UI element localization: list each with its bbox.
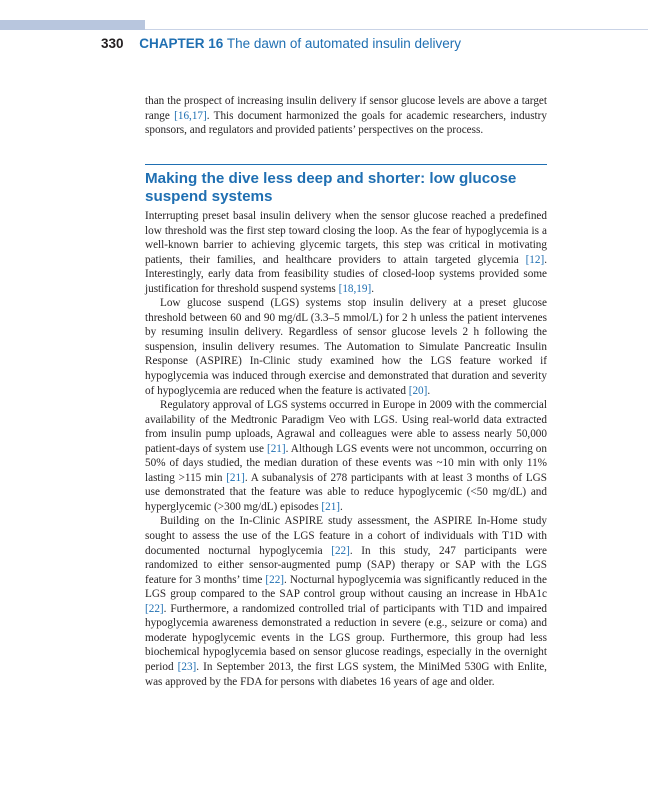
page-number: 330 <box>101 36 124 51</box>
citation-link[interactable]: [22] <box>265 573 285 586</box>
header-rule <box>145 29 648 30</box>
body-paragraph: Low glucose suspend (LGS) systems stop insulin delivery at a preset glucose threshold between 60 and 90 mg/dL (3.3–5 mmol/L) for 2 h unless the patient intervenes by resuming insulin delivery. Regardless of sensor glucose levels 2 h following the suspension, insulin delivery resumes. The Automation to Simulate Pancreatic Insulin Response (ASPIRE) In-Clinic study examined how the LGS feature worked if hypoglycemia was induced through exercise and demonstrated that duration and severity of hypoglycemia are reduced when the feature is activated [20]. <box>145 297 547 397</box>
intro-paragraph: than the prospect of increasing insulin delivery if sensor glucose levels are above a target range [16,17]. This document harmonized the goals for academic researchers, industry sponsors, and regulators and provided patients’ perspectives on the process. <box>145 95 547 137</box>
chapter-label: CHAPTER 16 <box>139 36 224 51</box>
citation-link[interactable]: [22] <box>145 602 164 615</box>
citation-link[interactable]: [20] <box>408 384 428 397</box>
body-paragraph: Regulatory approval of LGS systems occurred in Europe in 2009 with the commercial availability of the Medtronic Paradigm Veo with LGS. Using real-world data extracted from insulin pump uploads, Agrawal and colleagues were able to assess nearly 50,000 patient-days of system use [21]. Although LGS events were not uncommon, occurring on 50% of days studied, the median duration of these events was ~10 min with only 11% lasting >115 min [21]. A subanalysis of 278 participants with at least 3 months of LGS use demonstrated that the feature was able to reduce hypoglycemic (<50 mg/dL) and hyperglycemic (>300 mg/dL) episodes [21]. <box>145 399 547 513</box>
citation-link[interactable]: [16,17] <box>174 109 207 122</box>
body-paragraph: Building on the In-Clinic ASPIRE study assessment, the ASPIRE In-Home study sought to assess the use of the LGS feature in a cohort of individuals with T1D with documented nocturnal hypoglycemia [22]. In this study, 247 participants were randomized to either sensor-augmented pump (SAP) therapy or SAP with the LGS feature for 3 months’ time [22]. Nocturnal hypoglycemia was significantly reduced in the LGS group compared to the SAP control group without causing an increase in HbA1c [22]. Furthermore, a randomized controlled trial of participants with T1D and impaired hypoglycemia awareness demonstrated a reduction in severe (e.g., seizure or coma) and moderate hypoglycemic events in the LGS group. Furthermore, this group had less biochemical hypoglycemia based on sensor glucose readings, especially in the overnight period [23]. In September 2013, the first LGS system, the MiniMed 530G with Enlite, was approved by the FDA for persons with diabetes 16 years of age and older. <box>145 515 547 688</box>
citation-link[interactable]: [22] <box>331 544 350 557</box>
citation-link[interactable]: [21] <box>266 442 286 455</box>
running-head <box>101 36 461 54</box>
header-accent-bar <box>0 20 145 30</box>
citation-link[interactable]: [23] <box>177 660 197 673</box>
section-heading: Making the dive less deep and shorter: low glucose suspend systems <box>145 170 517 205</box>
section-body <box>145 209 547 689</box>
citation-link[interactable]: [21] <box>226 471 245 484</box>
chapter-title: The dawn of automated insulin delivery <box>226 36 461 51</box>
body-paragraph: Interrupting preset basal insulin delivery when the sensor glucose reached a predefined low threshold was the first step toward closing the loop. As the fear of hypoglycemia is a well-known barrier to achieving glycemic targets, this step was critical in motivating patients, their families, and healthcare providers to attain targeted glycemia [12]. Interestingly, early data from feasibility studies of closed-loop systems provided some justification for threshold suspend systems [18,19]. <box>145 210 547 295</box>
intro-block <box>145 94 547 138</box>
citation-link[interactable]: [12] <box>525 253 545 266</box>
citation-link[interactable]: [21] <box>321 500 341 513</box>
section-rule <box>145 164 547 165</box>
citation-link[interactable]: [18,19] <box>338 282 372 295</box>
